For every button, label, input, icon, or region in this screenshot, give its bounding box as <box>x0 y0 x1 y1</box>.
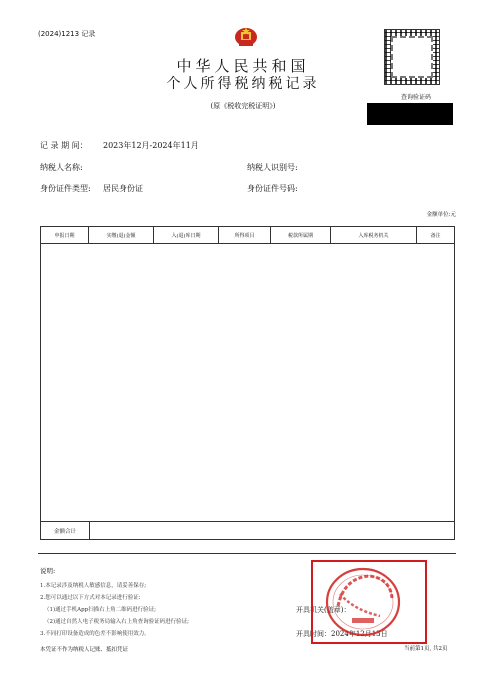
document-title-line1: 中华人民共和国 <box>176 57 310 75</box>
table-header-row <box>41 227 454 244</box>
amount-unit-label: 金额单位:元 <box>426 212 456 218</box>
col-remarks: 备注 <box>430 232 441 239</box>
note-item: 1.本记录涉及纳税人敏感信息，请妥善保存; <box>40 583 147 589</box>
qr-code[interactable] <box>384 29 440 85</box>
page-count: 当前第1页, 共2页 <box>404 646 448 652</box>
document-title-line2: 个人所得税纳税记录 <box>166 76 320 92</box>
note-item: 3.不同打印设备造成的色差不影响使用效力。 <box>40 631 150 637</box>
national-emblem-icon <box>233 24 259 48</box>
document-subtitle: (原《税收完税证明》) <box>210 102 276 110</box>
table-total-row <box>41 521 454 539</box>
taxpayer-name-label: 纳税人名称: <box>40 163 83 172</box>
issue-date-value: 2024年12月13日 <box>331 630 388 638</box>
footer-note: 本凭证不作为纳税人记账、抵扣凭证 <box>40 647 129 653</box>
notes-title: 说明: <box>40 567 56 575</box>
issuing-authority-label: 开具机关(盖章)： <box>296 606 351 614</box>
col-tax-authority: 入库税务机关 <box>331 227 417 243</box>
verify-code-label: 查询验证码 <box>400 94 431 101</box>
col-paid-amount: 实缴(退)金额 <box>89 227 154 243</box>
note-item: （2)通过自然人电子税务局输入右上角查询验证码进行验证; <box>44 619 189 625</box>
issue-date-label: 开具时间： <box>296 630 331 638</box>
redacted-verify-code <box>367 103 453 125</box>
col-tax-period: 税款所属期 <box>271 227 331 243</box>
divider <box>38 553 456 554</box>
document-number: (2024)1213 记录 <box>38 30 96 38</box>
tax-record-table <box>40 226 455 540</box>
col-treasury-date: 入(退)库日期 <box>154 227 219 243</box>
id-type-label: 身份证件类型: <box>40 184 91 193</box>
taxpayer-id-label: 纳税人识别号: <box>247 163 298 172</box>
record-period-label: 记 录 期 间： <box>40 141 88 150</box>
record-period-value: 2023年12月-2024年11月 <box>103 141 199 150</box>
id-type-value: 居民身份证 <box>103 184 143 193</box>
id-number-label: 身份证件号码: <box>247 184 298 193</box>
note-item: （1)通过手机App扫描右上角二维码进行验证; <box>44 607 157 613</box>
official-seal-icon <box>324 566 402 638</box>
total-amount-label: 金额合计 <box>41 522 90 539</box>
col-income-item: 所得项目 <box>219 227 271 243</box>
note-item: 2.您可以通过以下方式对本记录进行验证: <box>40 595 141 601</box>
col-declare-date: 申报日期 <box>41 227 89 243</box>
